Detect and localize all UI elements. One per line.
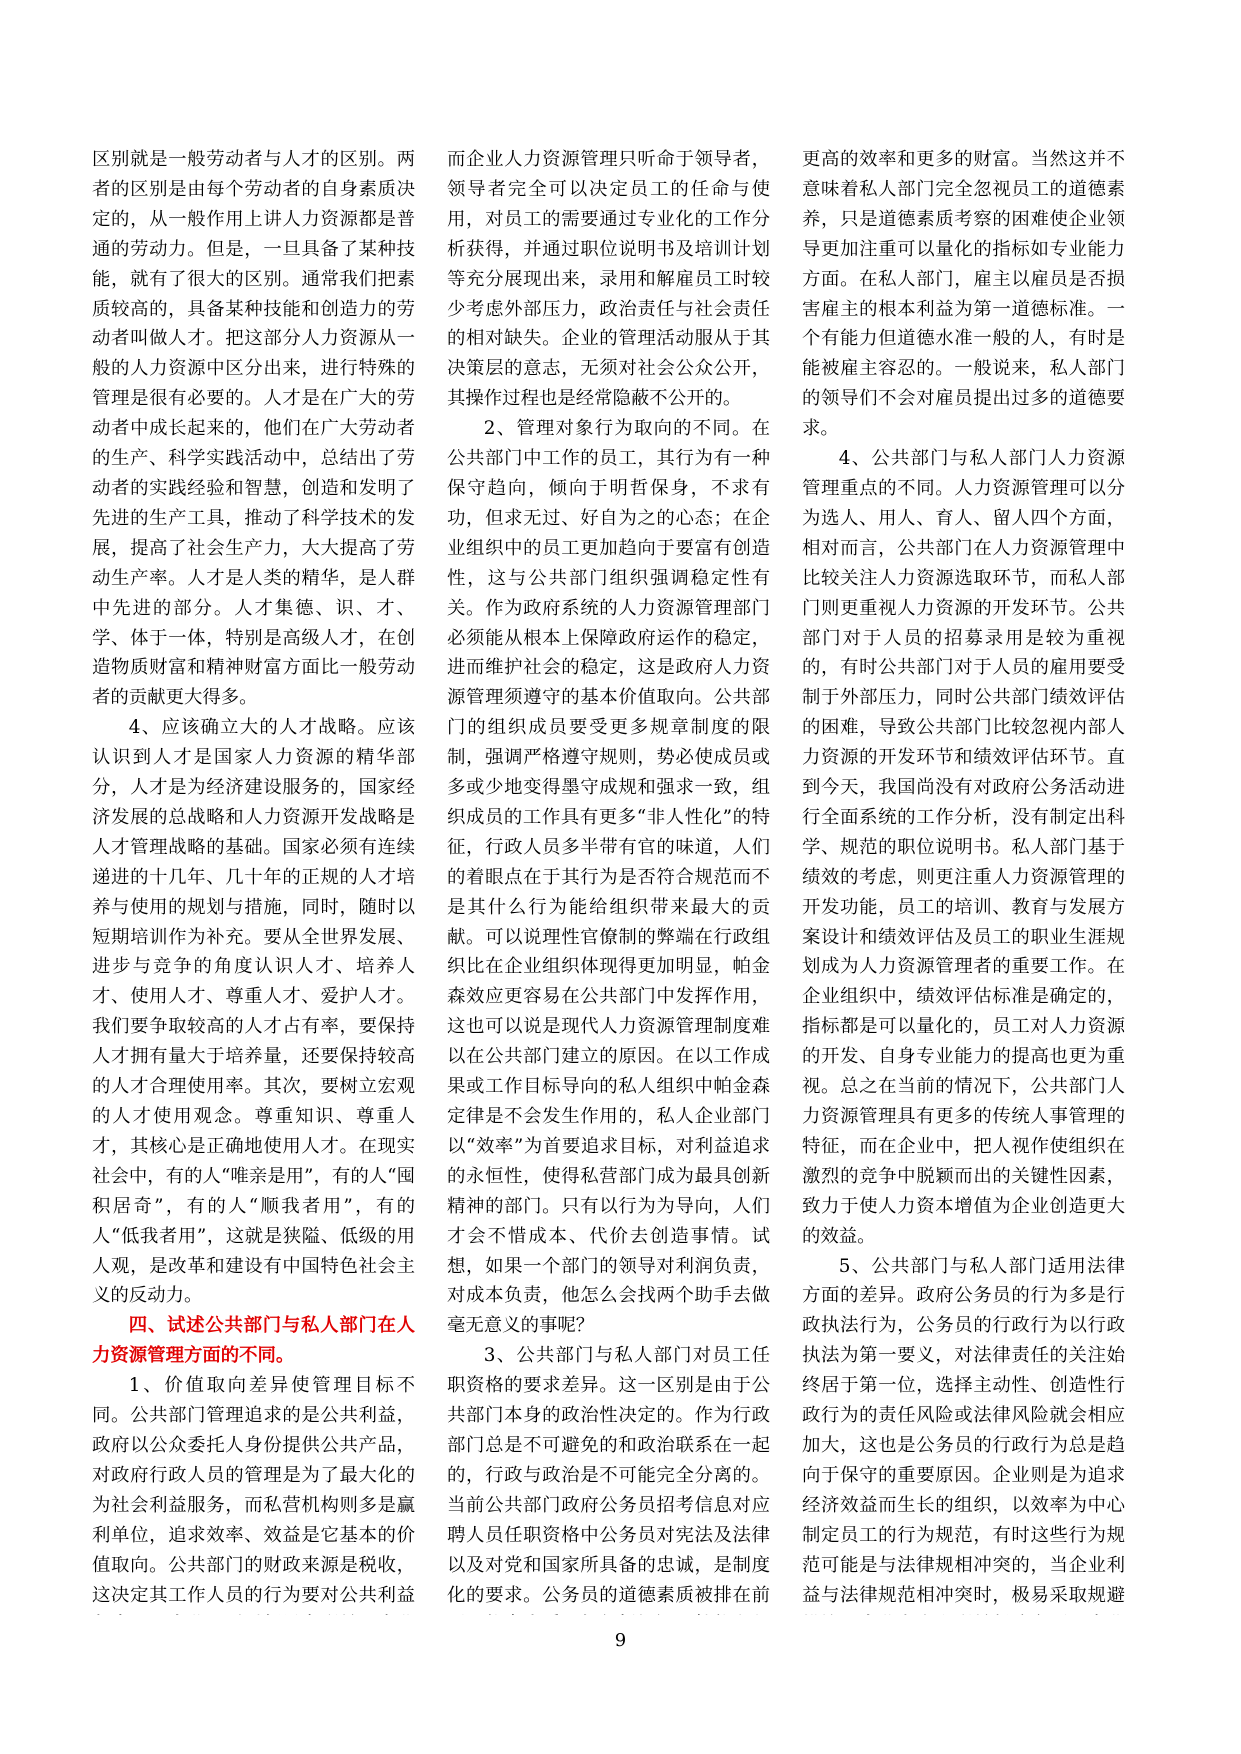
text-column-left xyxy=(92,145,415,1615)
paragraph: 4、应该确立大的人才战略。应该认识到人才是国家人力资源的精华部分，人才是为经济建设服务的，国家经济发展的总战略和人力资源开发战略是人才管理战略的基础。国家必须有连续递进的十几年、几十年的正规的人才培养与使用的规划与措施，同时，随时以短期培训作为补充。要从全世界发展、进步与竞争的角度认识人才、培养人才、使用人才、尊重人才、爱护人才。我们要争取较高的人才占有率，要保持人才拥有量大于培养量，还要保持较高的人才合理使用率。其次，要树立宏观的人才使用观念。尊重知识、尊重人才，其核心是正确地使用人才。在现实社会中，有的人“唯亲是用”，有的人“囤积居奇”，有的人“顺我者用”，有的人“低我者用”，这就是狭隘、低级的用人观，是改革和建设有中国特色社会主义的反动力。 xyxy=(92,717,415,1307)
paragraph: 3、公共部门与私人部门对员工任职资格的要求差异。这一区别是由于公共部门本身的政治性决定的。作为行政部门总是不可避免的和政治联系在一起的，行政与政治是不可能完全分离的。当前公共部门政府公务员招考信息对应聘人员任职资格中公务员对宪法及法律以及对党和国家所具备的忠诚，是制度化的要求。公务员的道德素质被排在前 xyxy=(447,1345,770,1606)
paragraph: 4、公共部门与私人部门人力资源管理重点的不同。人力资源管理可以分为选人、用人、育人、留人四个方面，相对而言，公共部门在人力资源管理中比较关注人力资源选取环节，而私人部门则更重视人力资源的开发环节。公共部门对于人员的招募录用是较为重视的，有时公共部门对于人员的雇用要受制于外部压力，同时公共部门绩效评估的困难，导致公共部门比较忽视内部人力资源的开发环节和绩效评估环节。直到今天，我国尚没有对政府公务活动进行全面系统的工作分析，没有制定出科学、规范的职位说明书。私人部门基于绩效的考虑，则更注重人力资源管理的开发功能，员工的培训、教育与发展方案设计和绩效评估及员工的职业生涯规划成为人力资源管理者的重要工作。在企业组织中，绩效评估标准是确定的，指标都是可以量化的，员工对人力资源的开发、自身专业能力的提高也更为重视。总之在当前的情况下，公共部门人力资源管理具有更多的传统人事管理的特征，而在企业中，把人视作使组织在激烈的竞争中脱颖而出的关键性因素，致力于使人力资本增值为企业创造更大的效益。 xyxy=(802,448,1125,1247)
paragraph: 5、公共部门与私人部门适用法律方面的差异。政府公务员的行为多是行政执法行为，公务员的行政行为以行政执法为第一要义，对法律责任的关注始终居于第一位，选择主动性、创造性行政行为的责任风险或法律风险就会相应加大，这也是公务员的行政行为总是趋向于保守的重要原因。企业则是为追求经济效益而生长的组织，以效率为中心制定员工的行为规范，有时这些行为规范可能是与法律规相冲突的，当企业利益与法律规范相冲突时，极易采取规避 xyxy=(802,1255,1125,1606)
paragraph: 而企业人力资源管理只听命于领导者，领导者完全可以决定员工的任命与使用，对员工的需要通过专业化的工作分析获得，并通过职位说明书及培训计划等充分展现出来，录用和解雇员工时较少考虑外部压力，政治责任与社会责任的相对缺失。企业的管理活动服从于其决策层的意志，无须对社会公众公开，其操作过程也是经常隐蔽不公开的。 xyxy=(447,149,770,410)
page-number: 9 xyxy=(614,1630,627,1651)
paragraph: 区别就是一般劳动者与人才的区别。两者的区别是由每个劳动者的自身素质决定的，从一般作用上讲人力资源都是普通的劳动力。但是，一旦具备了某种技能，就有了很大的区别。通常我们把素质较高的，具备某种技能和创造力的劳动者叫做人才。把这部分人力资源从一般的人力资源中区分出来，进行特殊的管理是很有必要的。人才是在广大的劳动者中成长起来的，他们在广大劳动者的生产、科学实践活动中，总结出了劳动者的实践经验和智慧，创造和发明了先进的生产工具，推动了科学技术的发展，提高了社会生产力，大大提高了劳动生产率。人才是人类的精华，是人群中先进的部分。人才集德、识、才、学、体于一体，特别是高级人才，在创造物质财富和精神财富方面比一般劳动者的贡献更大得多。 xyxy=(92,149,415,709)
paragraph: 1、价值取向差异使管理目标不同。公共部门管理追求的是公共利益，政府以公众委托人身份提供公共产品，对政府行政人员的管理是为了最大化的为社会利益服务，而私营机构则多是赢利单位，追求效率、效益是它基本的价值取向。公共部门的财政来源是税收，这决定其工作人员的行为要对公共利益 xyxy=(92,1375,415,1606)
paragraph: 2、管理对象行为取向的不同。在公共部门中工作的员工，其行为有一种保守趋向，倾向于明哲保身，不求有功，但求无过、好自为之的心态；在企业组织中的员工更加趋向于要富有创造性，这与公共部门组织强调稳定性有关。作为政府系统的人力资源管理部门必须能从根本上保障政府运作的稳定，进而维护社会的稳定，这是政府人力资源管理须遵守的基本价值取向。公共部门的组织成员要受更多规章制度的限制，强调严格遵守规则，势必使成员或多或少地变得墨守成规和强求一致，组织成员的工作具有更多“非人性化”的特征，行政人员多半带有官的味道，人们的着眼点在于其行为是否符合规范而不是其什么行为能给组织带来最大的贡献。可以说理性官僚制的弊端在行政组织比在企业组织体现得更加明显，帕金森效应更容易在公共部门中发挥作用，这也可以说是现代人力资源管理制度难以在公共部门建立的原因。在以工作成果或工作目标导向的私人组织中帕金森定律是不会发生作用的，私人企业部门以“效率”为首要追求目标，对利益追求的永恒性，使得私营部门成为最具创新精神的部门。只有以行为为导向，人们才会不惜成本、代价去创造事情。试想，如果一个部门的领导对利润负责，对成本负责，他怎么会找两个助手去做毫无意义的事呢？ xyxy=(447,418,770,1337)
text-column-right xyxy=(802,145,1125,1615)
text-column-middle xyxy=(447,145,770,1615)
paragraph: 更高的效率和更多的财富。当然这并不意味着私人部门完全忽视员工的道德素养，只是道德素质考察的困难使企业领导更加注重可以量化的指标如专业能力方面。在私人部门，雇主以雇员是否损害雇主的根本利益为第一道德标准。一个有能力但道德水准一般的人，有时是能被雇主容忍的。一般说来，私人部门的领导们不会对雇员提出过多的道德要求。 xyxy=(802,149,1125,440)
section-heading: 四、试述公共部门与私人部门在人力资源管理方面的不同。 xyxy=(92,1315,415,1367)
